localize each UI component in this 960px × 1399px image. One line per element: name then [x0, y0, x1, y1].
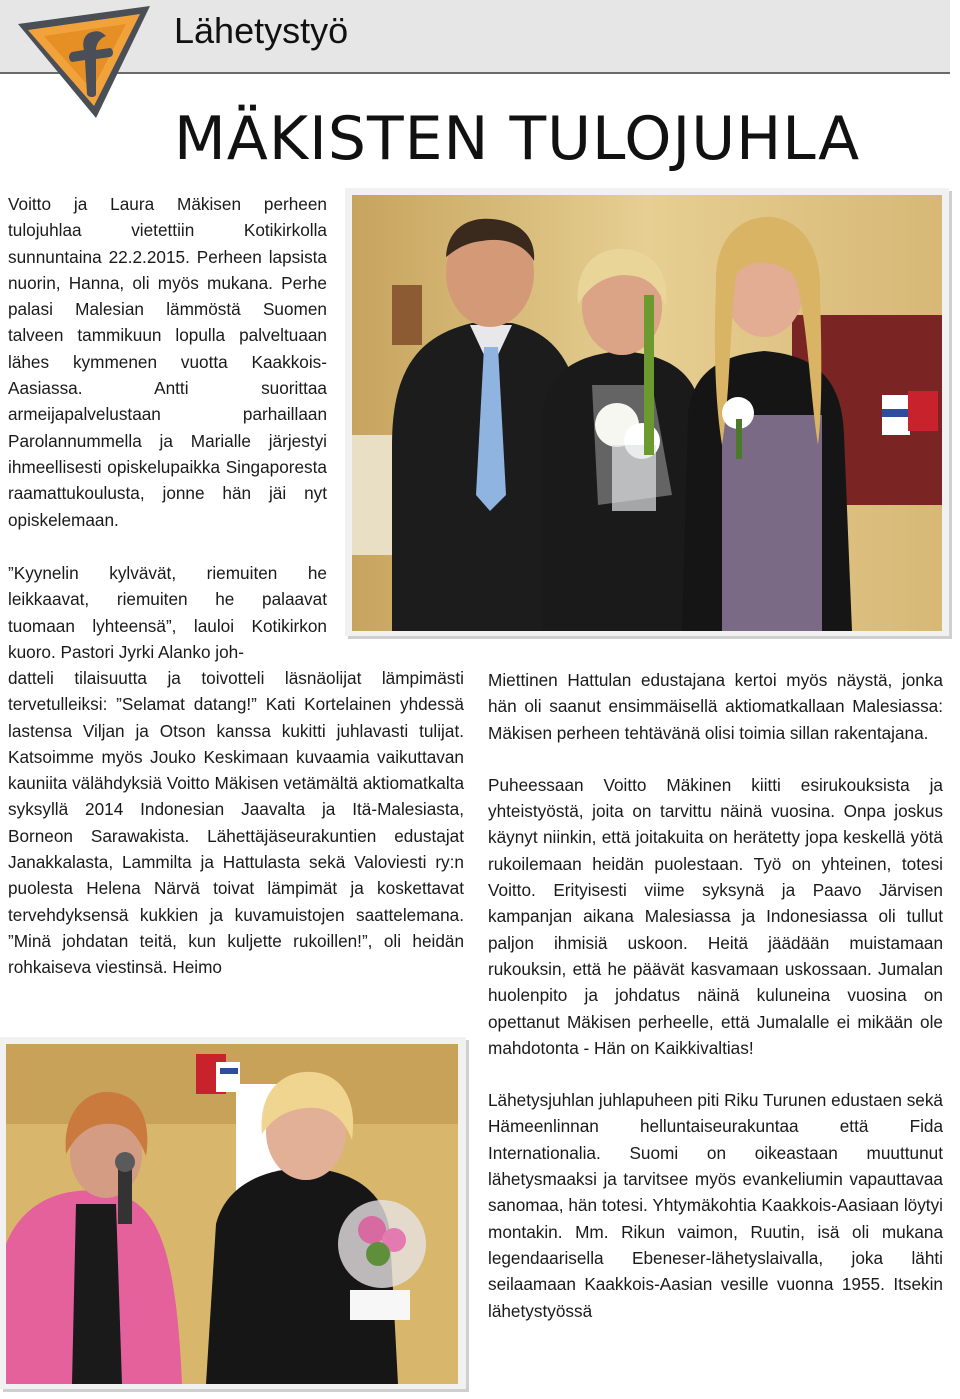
page-title: MÄKISTEN TULOJUHLA [174, 104, 861, 174]
keynote-paragraph: Lähetysjuhlan juhlapuheen piti Riku Turunen edustaen sekä Hämeenlinnan helluntaiseurakuntaa että Fida Internationalia. Suomi on oikeastaan muuttunut lähetysmaaksi ja tarvitsee myös evankeliumin vapauttavaa sanomaa, hän totesi. Yhtymäkohtia Kaakkois-Aasiaan löytyi montakin. Mm. Rikun vaimon, Ruutin, isä oli mukana legendaarisella Ebeneser-lähetyslaivalla, joka lähti seilaamaan Kaakkois-Aasian vesille vuonna 1955. Itsekin lähetystyössä [488, 1090, 943, 1321]
left-column [8, 665, 464, 981]
intro-column [8, 191, 327, 533]
cross-emblem-icon [14, 2, 154, 120]
thanks-paragraph: Puheessaan Voitto Mäkinen kiitti esirukouksista ja yhteistyöstä, joita on tarvittu näinä vuosina. Onpa joskus käynyt niinkin, että joitakuita on herätetty jopa keskellä yötä rukoilemaan heidän puolestaan. Työ on yhteinen, totesi Voitto. Erityisesti viime syksynä ja Paavo Järvisen kampanjan aikana Malesiassa ja Indonesiassa oli tullut paljon ihmisiä uskoon. Heitä jäädään muistamaan rukouksin, että he päävät kasvamaan uskossaan. Jumalan huolenpito ja johdatus näinä kuluneina vuosina on opettanut Mäkisen perheelle, että Jumalalle ei mikään ole mahdotonta - Hän on Kaikkivaltias! [488, 774, 943, 1058]
photo-greeting-speakers [6, 1044, 458, 1384]
quote-column [8, 560, 327, 665]
section-label: Lähetystyö [174, 10, 349, 51]
right-column [488, 667, 943, 1324]
speeches-paragraph: datteli tilaisuutta ja toivotteli läsnäolijat lämpimästi tervetulleiksi: ”Selamat datang!” Kati Kortelainen yhdessä lastensa Viljan ja Otson kanssa kukitti juhlavasti tulijat. Katsoimme myös Jouko Keskimaan kuvaamia vaikuttavan kauniita välähdyksiä Voitto Mäkisen vetämältä aktiomatkalta syksyllä 2014 Indonesian Jaavalta ja Itä-Malesiasta, Borneon Sarawakista. Lähettäjäseurakuntien edustajat Janakkalasta, Lammilta ja Hattulasta sekä Valoviesti ry:n puolesta Helena Närvä toivat lämpimät ja koskettavat tervehdyksensä kukkien ja kuvamuistojen saattelemana. ”Minä johdatan teitä, kun kuljette rukoillen!”, oli heidän rohkaiseva viestinsä. Heimo [8, 668, 464, 978]
quote-paragraph: ”Kyynelin kylvävät, riemuiten he leikkaavat, riemuiten he palaavat tuomaan lyhteensä”, lauloi Kotikirkon kuoro. Pastori Jyrki Alanko joh- [8, 563, 327, 662]
vision-paragraph: Miettinen Hattulan edustajana kertoi myös näystä, jonka hän oli saanut ensimmäisellä aktiomatkallaan Malesiassa: Mäkisen perheen tehtävänä olisi toimia sillan rakentajana. [488, 670, 943, 743]
photo-family-with-flowers [352, 195, 942, 631]
intro-paragraph: Voitto ja Laura Mäkisen perheen tulojuhlaa vietettiin Kotikirkolla sunnuntaina 22.2.2015. Perheen lapsista nuorin, Hanna, oli myös mukana. Perhe palasi Malesian lämmöstä Suomen talveen tammikuun lopulla palveltuaan lähes kymmenen vuotta Kaakkois-Aasiassa. Antti suorittaa armeijapalvelustaan parhaillaan Parolannummella ja Marialle järjestyi ihmeellisesti opiskelupaikka Singaporesta raamattukoulusta, jonne hän jäi nyt opiskelemaan. [8, 194, 327, 530]
